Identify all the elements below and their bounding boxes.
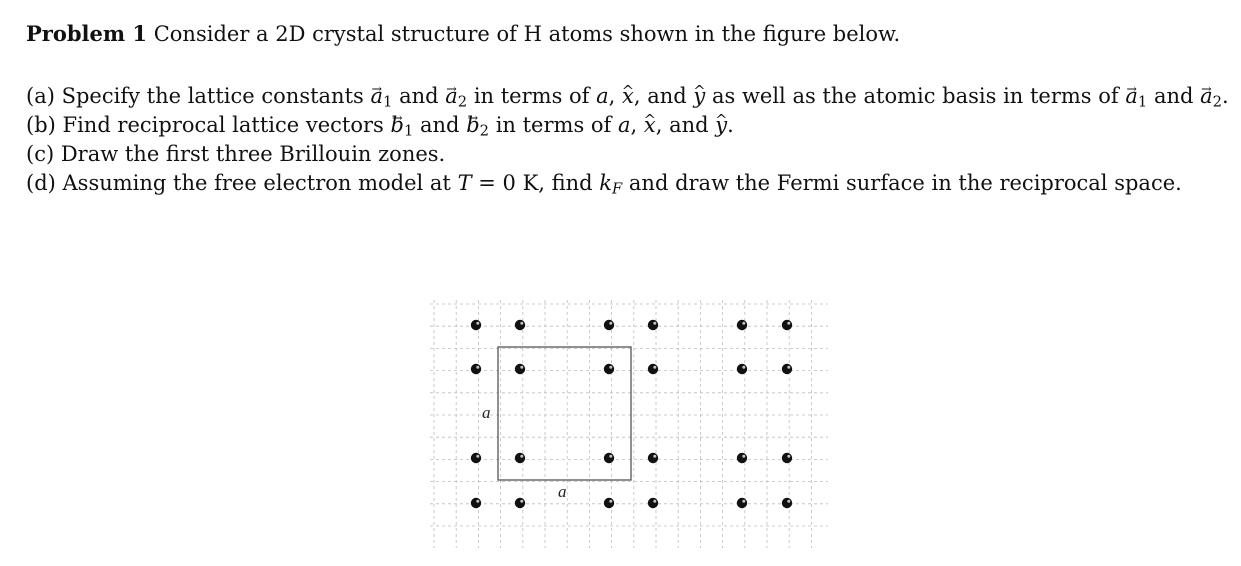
h-atom [782,364,792,374]
h-atom [604,364,614,374]
h-atom [782,453,792,463]
h-atom-highlight [609,366,612,369]
basis-vector-a1: → a [1125,82,1138,111]
h-atom [648,364,658,374]
h-atom-highlight [787,455,790,458]
lattice-svg [420,290,840,560]
h-atom [515,364,525,374]
h-atom [515,498,525,508]
part-a-mid: in terms of [473,84,590,108]
h-atom-highlight [742,322,745,325]
h-atom [604,320,614,330]
period: . [727,113,734,137]
h-atom-highlight [609,500,612,503]
unit-y-hat: ^ y [715,111,727,140]
h-atom [737,453,747,463]
h-atom [782,320,792,330]
vector-a2: → a [445,82,458,111]
h-atom-highlight [653,322,656,325]
vector-b2-sub: 2 [479,122,490,140]
part-b-prefix: (b) Find reciprocal lattice vectors [26,113,384,137]
part-b-mid: in terms of [495,113,612,137]
h-atom [515,320,525,330]
basis-a2-sub: 2 [1212,93,1223,111]
label-a-vertical: a [482,403,491,422]
h-atom-highlight [653,455,656,458]
part-a-and1: and [399,84,439,108]
part-b [26,111,1229,140]
h-atom-highlight [520,366,523,369]
h-atom-highlight [787,366,790,369]
crystal-lattice-figure [420,290,840,560]
h-atom [604,498,614,508]
part-b-and: and [420,113,460,137]
part-a-comma-and: , and [633,84,687,108]
h-atom-highlight [742,500,745,503]
h-atom-highlight [653,500,656,503]
vector-b1: → b [391,111,404,140]
part-a-prefix: (a) Specify the lattice constants [26,84,364,108]
basis-a1-sub: 1 [1137,93,1148,111]
period: . [1222,84,1229,108]
h-atom [648,453,658,463]
h-atom [604,453,614,463]
h-atom [737,498,747,508]
dashed-grid [430,300,828,548]
h-atom-highlight [476,366,479,369]
h-atom [471,498,481,508]
part-a [26,82,1229,111]
h-atom-highlight [787,500,790,503]
var-a: a [596,84,609,108]
h-atom [782,498,792,508]
h-atom [471,364,481,374]
h-atom-highlight [520,500,523,503]
h-atom [737,320,747,330]
h-atom-highlight [609,322,612,325]
h-atom-highlight [787,322,790,325]
label-a-horizontal: a [558,482,567,501]
h-atom-highlight [742,455,745,458]
part-c: (c) Draw the first three Brillouin zones. [26,142,446,166]
problem-label: Problem 1 [26,21,148,46]
h-atom-highlight [476,322,479,325]
part-d-eq: = 0 K, find [478,171,593,195]
problem-statement: Consider a 2D crystal structure of H atoms shown in the figure below. [153,22,901,46]
h-atom-highlight [520,322,523,325]
part-d-prefix: (d) Assuming the free electron model at [26,171,451,195]
vector-b2: → b [466,111,479,140]
h-atom [471,453,481,463]
h-atom [648,498,658,508]
vector-a1-sub: 1 [383,93,393,111]
basis-vector-a2: → a [1200,82,1213,111]
h-atom-highlight [476,500,479,503]
h-atom-highlight [742,366,745,369]
problem-parts [26,82,1229,198]
problem-heading [26,20,900,48]
var-T: T [457,171,472,195]
part-d-rest: and draw the Fermi surface in the reciprocal space. [628,171,1182,195]
h-atom-highlight [653,366,656,369]
part-a-rest: as well as the atomic basis in terms of [711,84,1119,108]
h-atom-highlight [476,455,479,458]
vector-b1-sub: 1 [403,122,414,140]
comma: , [630,113,638,137]
part-a-and2: and [1153,84,1194,108]
comma: , [608,84,616,108]
h-atom-highlight [520,455,523,458]
part-b-comma-and: , and [655,113,709,137]
h-atom [737,364,747,374]
var-k-sub: F [612,180,623,198]
vector-a2-sub: 2 [457,93,468,111]
unit-x-hat: ^ x [644,111,656,140]
h-atom [648,320,658,330]
unit-y-hat: ^ y [693,82,705,111]
part-d [26,169,1229,198]
vector-a1: → a [370,82,383,111]
h-atom [515,453,525,463]
h-atom [471,320,481,330]
h-atom-highlight [609,455,612,458]
var-k: k [599,171,613,195]
var-a: a [618,113,631,137]
unit-x-hat: ^ x [622,82,634,111]
